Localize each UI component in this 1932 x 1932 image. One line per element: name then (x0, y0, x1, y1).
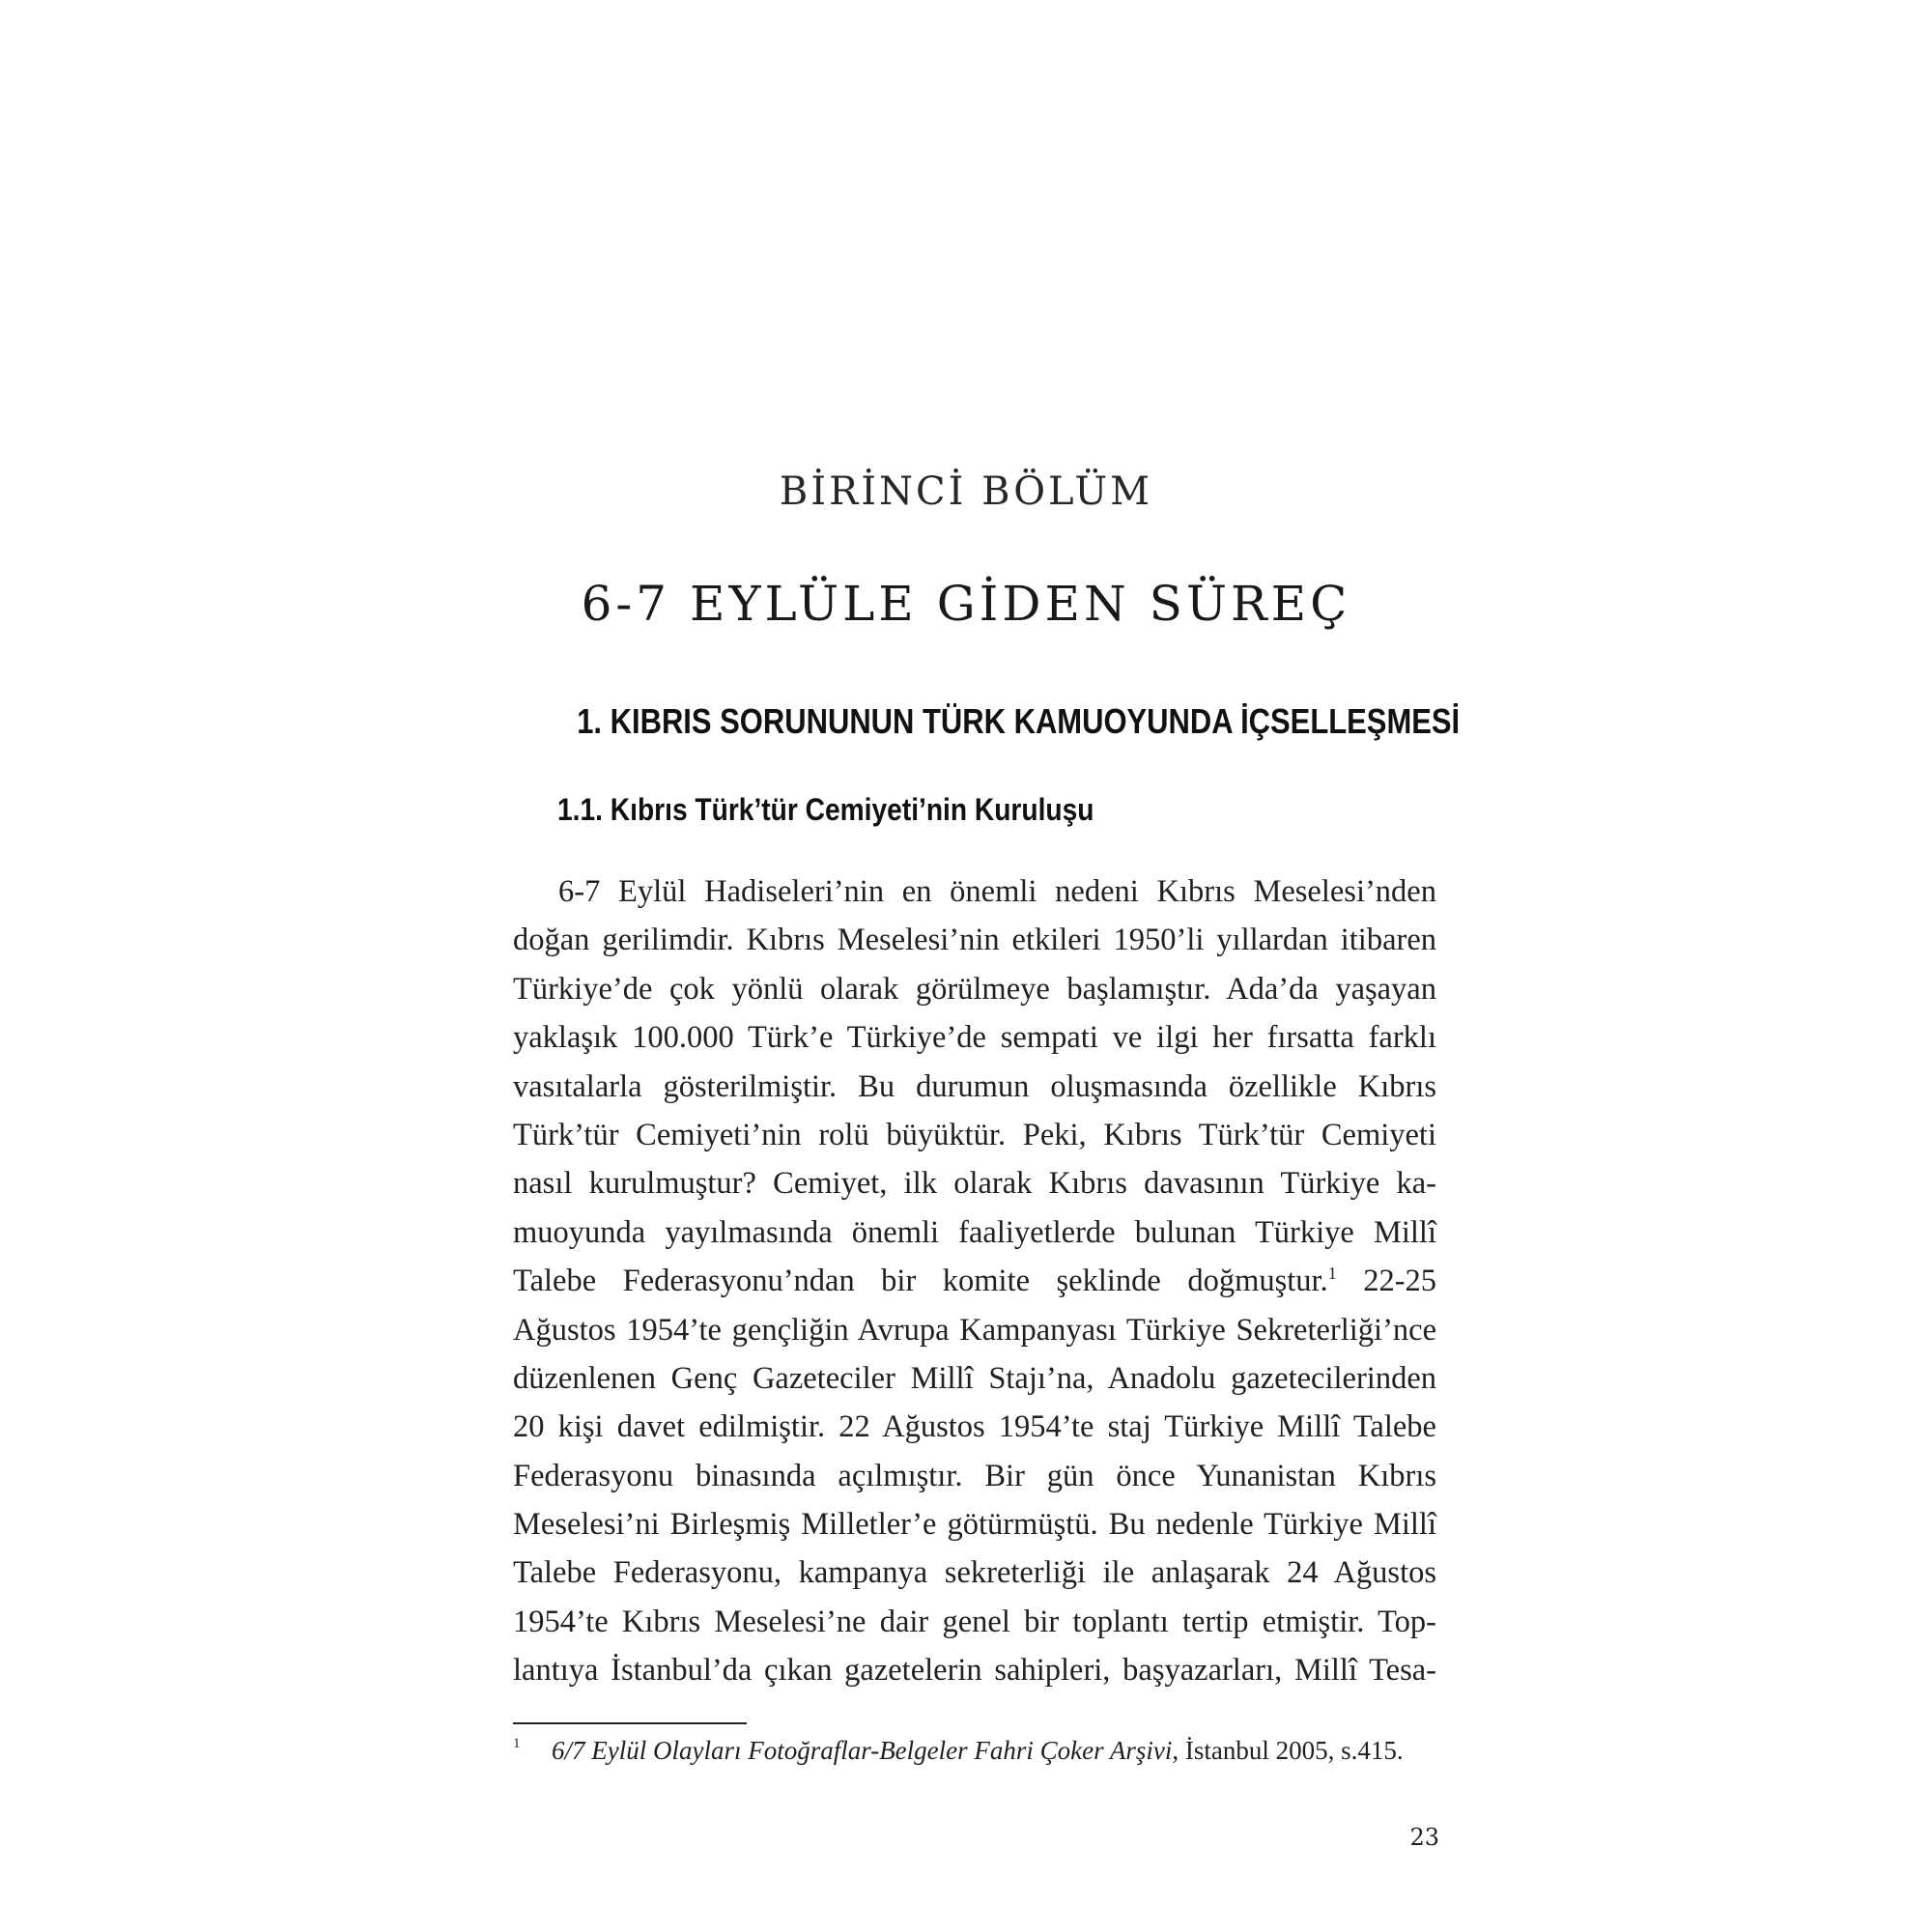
subsection-title: 1.1. Kıbrıs Türk’tür Cemiyeti’nin Kuruluşu (557, 792, 1094, 827)
body-line: lantıya İstanbul’da çıkan gazetelerin sahipleri, başyazarları, Millî Tesa- (513, 1653, 1436, 1689)
footnote (513, 1734, 1440, 1767)
body-line: 6-7 Eylül Hadiseleri’nin en önemli nedeni Kıbrıs Meselesi’nden (558, 874, 1436, 909)
body-line: 1954’te Kıbrıs Meselesi’ne dair genel bir toplantı tertip etmiştir. Top- (513, 1604, 1436, 1639)
section-title: 1. KIBRIS SORUNUNUN TÜRK KAMUOYUNDA İÇSELLEŞMESİ (577, 701, 1461, 741)
body-line: Türkiye’de çok yönlü olarak görülmeye başlamıştır. Ada’da yaşayan (513, 971, 1436, 1007)
body-line: Talebe Federasyonu, kampanya sekreterliği ile anlaşarak 24 Ağustos (513, 1555, 1436, 1591)
body-paragraph (513, 867, 1436, 1695)
body-line: muoyunda yayılmasında önemli faaliyetlerde bulunan Türkiye Millî (513, 1214, 1436, 1250)
page-number: 23 (1409, 1824, 1439, 1851)
body-line-with-footnote (513, 1257, 1436, 1305)
body-line-text: Talebe Federasyonu’ndan bir komite şeklinde doğmuştur. (513, 1264, 1328, 1299)
body-line: düzenlenen Genç Gazeteciler Millî Stajı’na, Anadolu gazetecilerinden (513, 1360, 1436, 1396)
footnote-source-title: 6/7 Eylül Olayları Fotoğraflar-Belgeler Fahri Çoker Arşivi (552, 1736, 1173, 1765)
chapter-title: 6-7 EYLÜLE GİDEN SÜREÇ (581, 576, 1351, 632)
footnote-number: 1 (513, 1736, 521, 1751)
footnote-source-details: , İstanbul 2005, s.415. (1172, 1736, 1404, 1765)
footnote-reference[interactable]: 1 (1327, 1264, 1337, 1284)
body-line: 20 kişi davet edilmiştir. 22 Ağustos 1954’te staj Türkiye Millî Talebe (513, 1409, 1436, 1445)
body-line: Ağustos 1954’te gençliğin Avrupa Kampanyası Türkiye Sekreterliği’nce (513, 1312, 1436, 1348)
body-line: Federasyonu binasında açılmıştır. Bir gün önce Yunanistan Kıbrıs (513, 1458, 1436, 1493)
body-line: vasıtalarla gösterilmiştir. Bu durumun oluşmasında özellikle Kıbrıs (513, 1068, 1436, 1104)
body-line-tail: 22-25 (1363, 1264, 1437, 1299)
part-label: BİRİNCİ BÖLÜM (779, 469, 1153, 514)
body-line: yaklaşık 100.000 Türk’e Türkiye’de sempati ve ilgi her fırsatta farklı (513, 1020, 1436, 1056)
footnote-divider (513, 1722, 747, 1724)
body-line: doğan gerilimdir. Kıbrıs Meselesi’nin etkileri 1950’li yıllardan itibaren (513, 923, 1436, 958)
body-line: nasıl kurulmuştur? Cemiyet, ilk olarak Kıbrıs davasının Türkiye ka- (513, 1166, 1436, 1202)
body-line: Türk’tür Cemiyeti’nin rolü büyüktür. Peki, Kıbrıs Türk’tür Cemiyeti (513, 1117, 1436, 1152)
body-line: Meselesi’ni Birleşmiş Milletler’e götürmüştü. Bu nedenle Türkiye Millî (513, 1507, 1436, 1543)
